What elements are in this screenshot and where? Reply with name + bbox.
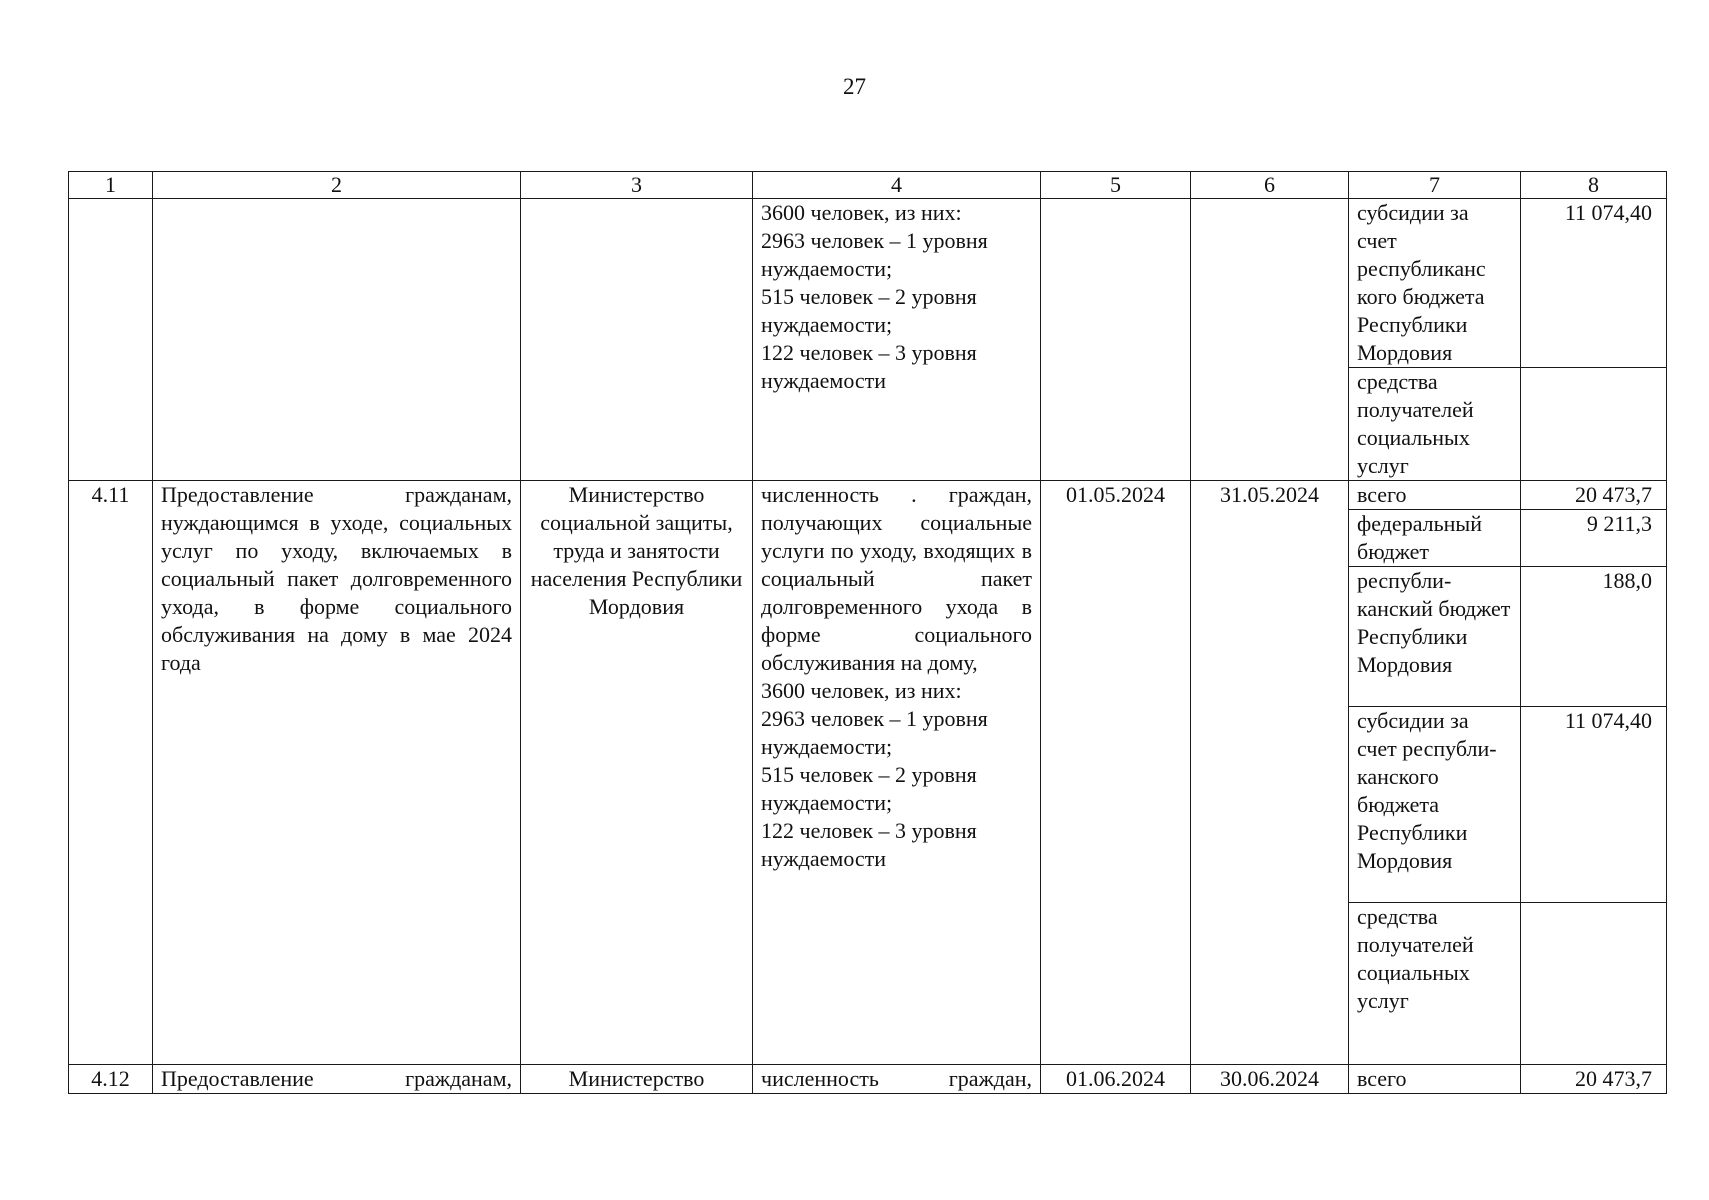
header-col-5: 5 xyxy=(1041,172,1191,199)
header-col-2: 2 xyxy=(153,172,521,199)
header-col-3: 3 xyxy=(521,172,753,199)
row-4-12-num: 4.12 xyxy=(69,1065,153,1094)
row-4-11-executor: Министерство социальной защиты, труда и занятости населения Республики Мордовия xyxy=(521,481,753,1065)
row-4-11-indicator-list: 3600 человек, из них: 2963 человек – 1 уровня нуждаемости; 515 человек – 2 уровня нуждаемости; 122 человек – 3 уровня нуждаемости xyxy=(761,678,988,871)
row-4-11-funding-amount-5 xyxy=(1521,903,1667,1065)
header-col-4: 4 xyxy=(753,172,1041,199)
row-4-11-num: 4.11 xyxy=(69,481,153,1065)
row-4-11-funding-source-5: средства получателей социальных услуг xyxy=(1349,903,1521,1065)
header-col-1: 1 xyxy=(69,172,153,199)
cont-funding-amount-1: 11 074,40 xyxy=(1521,199,1667,368)
row-4-11-indicator xyxy=(753,481,1041,1065)
row-4-11-end-date: 31.05.2024 xyxy=(1191,481,1349,1065)
cont-funding-amount-2 xyxy=(1521,368,1667,481)
row-4-11-funding-amount-4: 11 074,40 xyxy=(1521,707,1667,903)
row-4-11-a xyxy=(69,481,1667,510)
continuation-row-a xyxy=(69,199,1667,368)
row-4-12-indicator: численность граждан, xyxy=(753,1065,1041,1094)
row-4-11-description: Предоставление гражданам, нуждающимся в уходе, социальных услуг по уходу, включаемых в социальный пакет долговременного ухода, в форме социального обслуживания на дому в мае 2024 года xyxy=(153,481,521,1065)
cont-executor-cell xyxy=(521,199,753,481)
cont-description-cell xyxy=(153,199,521,481)
row-4-12-executor: Министерство xyxy=(521,1065,753,1094)
header-col-6: 6 xyxy=(1191,172,1349,199)
cont-end-cell xyxy=(1191,199,1349,481)
row-4-11-funding-source-2: федеральный бюджет xyxy=(1349,510,1521,567)
budget-table xyxy=(68,171,1667,1094)
row-4-11-start-date: 01.05.2024 xyxy=(1041,481,1191,1065)
cont-start-cell xyxy=(1041,199,1191,481)
cont-indicator-cell: 3600 человек, из них: 2963 человек – 1 уровня нуждаемости; 515 человек – 2 уровня нуждаемости; 122 человек – 3 уровня нуждаемости xyxy=(753,199,1041,481)
page-number: 27 xyxy=(843,74,866,99)
cont-num-cell xyxy=(69,199,153,481)
row-4-11-funding-source-4: субсидии за счет республи-канского бюджета Республики Мордовия xyxy=(1349,707,1521,903)
row-4-11-funding-amount-1: 20 473,7 xyxy=(1521,481,1667,510)
row-4-12-description: Предоставление гражданам, xyxy=(153,1065,521,1094)
header-row xyxy=(69,172,1667,199)
header-col-8: 8 xyxy=(1521,172,1667,199)
header-col-7: 7 xyxy=(1349,172,1521,199)
row-4-11-funding-amount-3: 188,0 xyxy=(1521,567,1667,707)
row-4-11-funding-source-1: всего xyxy=(1349,481,1521,510)
row-4-11-funding-source-3: республи-канский бюджет Республики Мордовия xyxy=(1349,567,1521,707)
row-4-12-funding-amount: 20 473,7 xyxy=(1521,1065,1667,1094)
row-4-11-funding-amount-2: 9 211,3 xyxy=(1521,510,1667,567)
cont-funding-source-1: субсидии за счет республиканс кого бюджета Республики Мордовия xyxy=(1349,199,1521,368)
cont-funding-source-2: средства получателей социальных услуг xyxy=(1349,368,1521,481)
row-4-12-end-date: 30.06.2024 xyxy=(1191,1065,1349,1094)
row-4-12-funding-source: всего xyxy=(1349,1065,1521,1094)
row-4-12-start-date: 01.06.2024 xyxy=(1041,1065,1191,1094)
row-4-11-indicator-text: численность . граждан, получающих социальные услуги по уходу, входящих в социальный пакет долговременного ухода в форме социального обслуживания на дому, xyxy=(761,482,1032,675)
row-4-12 xyxy=(69,1065,1667,1094)
